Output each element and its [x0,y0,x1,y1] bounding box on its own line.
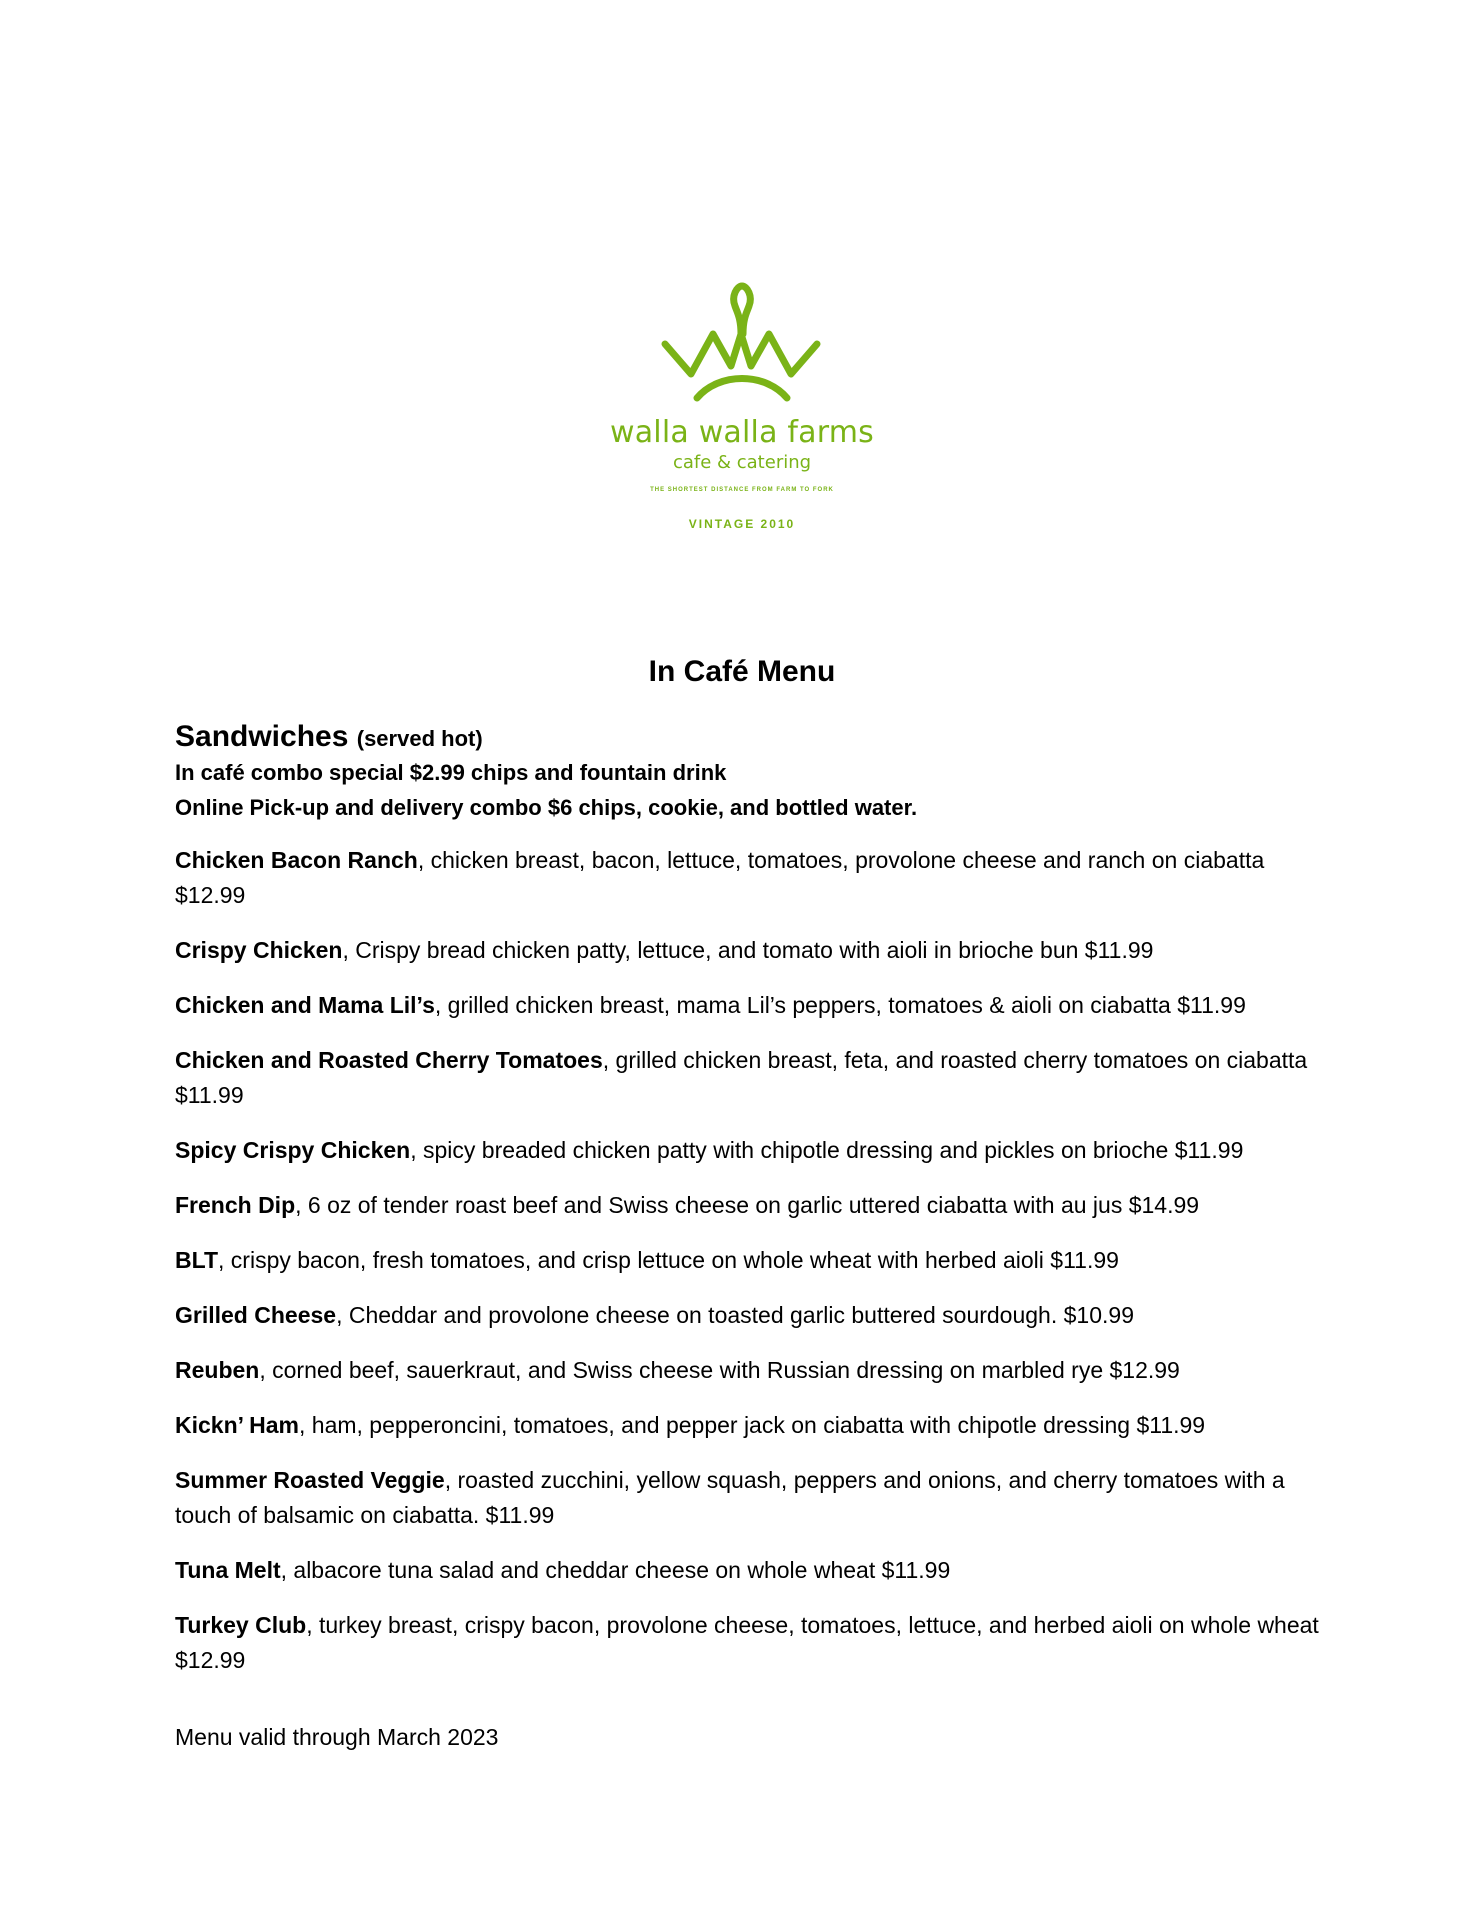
menu-item-list [175,843,1335,1678]
menu-item [175,1298,1335,1333]
menu-item-desc: , grilled chicken breast, mama Lil’s peppers, tomatoes & aioli on ciabatta $11.99 [434,992,1246,1018]
section-title-text: Sandwiches [175,720,349,753]
menu-item [175,1133,1335,1168]
menu-item-name: Reuben [175,1357,260,1383]
menu-item-desc: , Crispy bread chicken patty, lettuce, and tomato with aioli in brioche bun $11.99 [342,937,1154,963]
menu-item [175,1553,1335,1588]
page-title: In Café Menu [648,655,836,688]
menu-item-desc: , crispy bacon, fresh tomatoes, and crisp lettuce on whole wheat with herbed aioli $11.99 [218,1247,1119,1273]
menu-item-desc: , Cheddar and provolone cheese on toasted garlic buttered sourdough. $10.99 [336,1302,1134,1328]
menu-item-name: Kickn’ Ham [175,1412,299,1438]
menu-item [175,1188,1335,1223]
brand-logo [0,282,1484,531]
menu-item-name: Chicken Bacon Ranch [175,847,418,873]
menu-item [175,1608,1335,1678]
menu-item-name: Turkey Club [175,1612,307,1638]
combo-line-online: Online Pick-up and delivery combo $6 chips, cookie, and bottled water. [175,795,918,820]
menu-item-desc: , turkey breast, crispy bacon, provolone cheese, tomatoes, lettuce, and herbed aioli on whole wheat $12.99 [175,1612,1319,1673]
menu-item-desc: , roasted zucchini, yellow squash, peppers and onions, and cherry tomatoes with a touch of balsamic on ciabatta. $11.99 [175,1467,1285,1528]
menu-item-desc: , chicken breast, bacon, lettuce, tomatoes, provolone cheese and ranch on ciabatta $12.99 [175,847,1265,908]
section-note: (served hot) [356,726,483,751]
menu-item-name: BLT [175,1247,219,1273]
menu-item [175,1408,1335,1443]
menu-item [175,1243,1335,1278]
menu-item [175,933,1335,968]
menu-item-name: Chicken and Roasted Cherry Tomatoes [175,1047,603,1073]
brand-tagline: THE SHORTEST DISTANCE FROM FARM TO FORK [650,487,834,493]
menu-item-name: Crispy Chicken [175,937,343,963]
menu-content [175,655,1335,1751]
menu-item-name: Chicken and Mama Lil’s [175,992,435,1018]
combo-line-in-cafe: In café combo special $2.99 chips and fountain drink [175,760,727,785]
menu-item [175,1043,1335,1113]
menu-item-desc: , 6 oz of tender roast beef and Swiss cheese on garlic uttered ciabatta with au jus $14.99 [295,1192,1200,1218]
menu-item [175,843,1335,913]
menu-item-desc: , corned beef, sauerkraut, and Swiss cheese with Russian dressing on marbled rye $12.99 [259,1357,1180,1383]
brand-subtitle: cafe & catering [672,452,812,473]
menu-item-name: Summer Roasted Veggie [175,1467,445,1493]
menu-item-desc: , grilled chicken breast, feta, and roasted cherry tomatoes on ciabatta $11.99 [175,1047,1308,1108]
brand-name: walla walla farms [609,415,875,450]
menu-item-desc: , spicy breaded chicken patty with chipotle dressing and pickles on brioche $11.99 [410,1137,1244,1163]
menu-item-desc: , ham, pepperoncini, tomatoes, and pepper jack on ciabatta with chipotle dressing $11.99 [299,1412,1206,1438]
menu-item-name: Tuna Melt [175,1557,281,1583]
menu-item-desc: , albacore tuna salad and cheddar cheese on whole wheat $11.99 [280,1557,951,1583]
section-title [175,719,1335,755]
menu-item [175,1463,1335,1533]
brand-vintage: VINTAGE 2010 [688,517,796,531]
menu-item [175,988,1335,1023]
menu-item [175,1353,1335,1388]
menu-validity-note: Menu valid through March 2023 [175,1724,499,1750]
menu-item-name: Spicy Crispy Chicken [175,1137,411,1163]
menu-item-name: French Dip [175,1192,296,1218]
menu-item-name: Grilled Cheese [175,1302,337,1328]
crown-icon [657,282,827,407]
